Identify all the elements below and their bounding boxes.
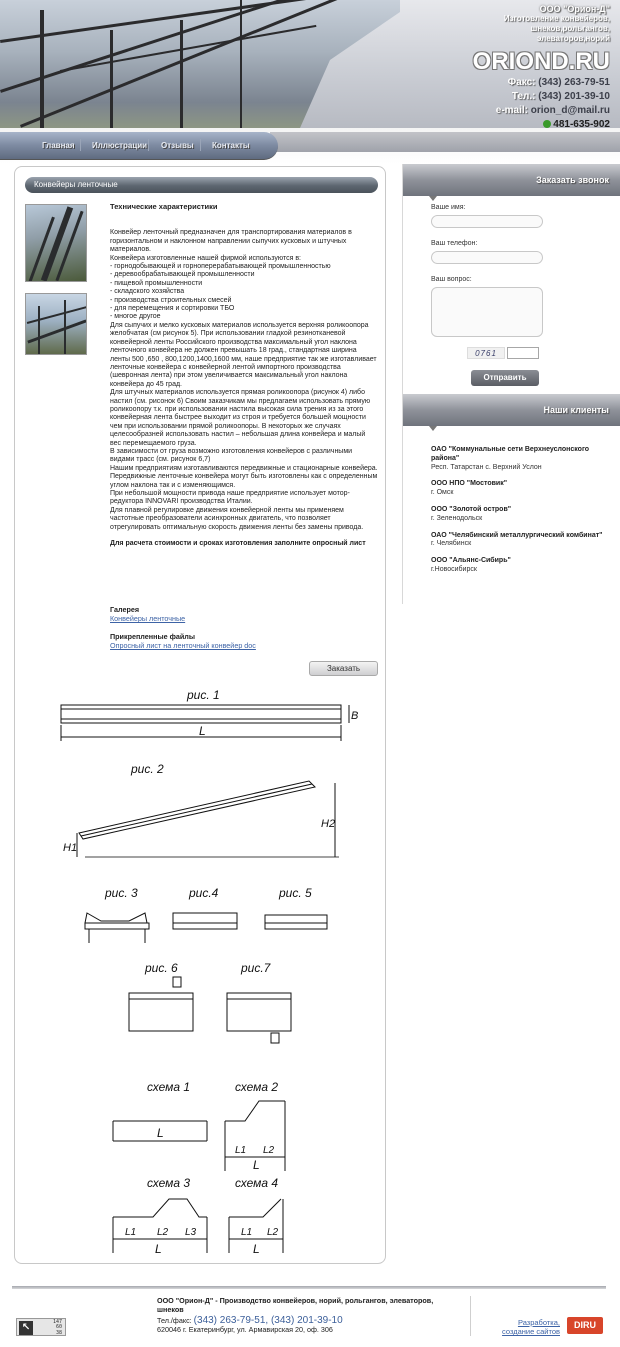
- product-thumbnail[interactable]: [25, 204, 87, 282]
- attachments: [110, 605, 370, 650]
- client-name: ООО "Золотой остров": [431, 505, 512, 513]
- email-address[interactable]: orion_d@mail.ru: [530, 105, 610, 116]
- header-photo: [0, 0, 400, 128]
- send-button[interactable]: Отправить: [471, 370, 539, 386]
- questionnaire-note: Для расчета стоимости и сроках изготовления заполните опросный лист: [110, 540, 366, 548]
- nav-reviews[interactable]: Отзывы: [161, 141, 194, 150]
- desc-list-item: - для перемещения и сортировки ТБО: [110, 305, 235, 313]
- name-label: Ваше имя:: [431, 204, 466, 211]
- scheme2-L: L: [253, 1158, 260, 1172]
- footer-info: [157, 1296, 457, 1334]
- scheme3-path: [113, 1199, 207, 1217]
- footer-address: 620046 г. Екатеринбург, ул. Армавирская 20, оф. 306: [157, 1325, 333, 1334]
- product-thumbnail[interactable]: [25, 293, 87, 355]
- nav-contacts[interactable]: Контакты: [212, 141, 250, 150]
- site-logo[interactable]: ORIOND.RU: [472, 48, 610, 75]
- scheme4-L: L: [253, 1242, 260, 1256]
- desc-paragraph: В зависимости от груза возможно изготовления конвейеров с различными видами трасс (см. рисунок 6,7): [110, 447, 353, 464]
- gallery-label: Галерея: [110, 605, 140, 614]
- scheme2-L2: L2: [263, 1145, 275, 1156]
- header-contacts: [473, 4, 610, 128]
- list-item: [431, 532, 613, 550]
- list-item: [431, 446, 613, 472]
- navbar-rail: [270, 132, 620, 152]
- counter-value: 38: [55, 1329, 62, 1336]
- tel-label: Тел.:: [511, 91, 536, 102]
- scheme4-path: [229, 1199, 281, 1217]
- file-link[interactable]: Опросный лист на ленточный конвейер doc: [110, 641, 256, 650]
- phone-input[interactable]: [431, 251, 543, 264]
- conveyor-drawing: [49, 687, 369, 1257]
- fig5-frame: [265, 923, 327, 929]
- triangle-icon: [429, 196, 437, 201]
- captcha-row: [431, 347, 571, 359]
- fig6-bracket: [173, 977, 181, 987]
- desc-paragraph: Передвижные ленточные конвейера могут быть изготовлены как с определенным углом наклона так и с изменяющимся.: [110, 473, 378, 489]
- icq-line: [473, 118, 610, 128]
- fig1-L: L: [199, 724, 206, 738]
- counter-value: 60: [55, 1324, 62, 1331]
- desc-list-item: - горнодобывающей и горноперерабатывающей промышленностью: [110, 263, 331, 271]
- footer: [0, 1284, 620, 1347]
- fig5-label: рис. 5: [279, 886, 312, 900]
- main-menu: [0, 132, 278, 160]
- fig4-flat-roller: [173, 913, 237, 923]
- captcha-image: 0761: [467, 347, 505, 359]
- fig4-label: рис.4: [189, 886, 219, 900]
- fig3-label: рис. 3: [105, 886, 138, 900]
- scheme1-label: схема 1: [147, 1080, 191, 1094]
- fig3-frame: [85, 923, 149, 929]
- product-description: [110, 203, 378, 548]
- fig4-frame: [173, 923, 237, 929]
- developer-logo[interactable]: DIRU: [567, 1317, 603, 1334]
- desc-list-item: - производства строительных смесей: [110, 296, 232, 304]
- list-item: [431, 557, 613, 575]
- header: [0, 0, 620, 128]
- scheme4-L2: L2: [267, 1227, 279, 1238]
- footer-phone-line: [157, 1316, 457, 1325]
- company-name: ООО "Орион-Д": [539, 4, 610, 14]
- clients-list: [431, 446, 613, 583]
- footer-company: ООО "Орион-Д" - Производство конвейеров, норий, рольгангов, элеваторов, шнеков: [157, 1296, 434, 1314]
- tel-line: [473, 90, 610, 104]
- client-city: г. Челябинск: [431, 540, 472, 548]
- fig6-label: рис. 6: [145, 961, 178, 975]
- sidebar: [402, 164, 620, 604]
- captcha-input[interactable]: [507, 347, 539, 359]
- fig1-B: B: [351, 710, 359, 722]
- triangle-icon: [429, 426, 437, 431]
- tel-number: (343) 201-39-10: [538, 91, 610, 102]
- clients-title: Наши клиенты: [543, 405, 609, 415]
- arrow-icon: ↖: [19, 1321, 33, 1335]
- gallery-link[interactable]: Конвейеры ленточные: [110, 614, 186, 623]
- scheme2-L1: L1: [235, 1145, 247, 1156]
- scheme3-L2: L2: [157, 1227, 169, 1238]
- counter-value: 147: [52, 1319, 62, 1325]
- desc-list-item: - складского хозяйства: [110, 288, 185, 296]
- desc-paragraph: Для плавной регулировке движения конвейерной ленты мы применяем частотные преобразователи асинхронных двигатель, что позволяет отрегулировать оптимальную скорость движения ленты без замены привода.: [110, 506, 364, 531]
- desc-paragraph: Конвейер ленточный предназначен для транспортирования материалов в горизонтальном и наклонном направлении сыпучих кусковых и штучных материалов.: [110, 229, 352, 254]
- list-item: [431, 480, 613, 498]
- developer-link[interactable]: создание сайтов: [502, 1327, 560, 1336]
- client-name: ООО НПО "Мостовик": [431, 480, 508, 488]
- scheme2-path: [225, 1101, 285, 1121]
- client-city: г. Зеленодольск: [431, 514, 483, 522]
- client-name: ОАО "Челябинский металлургический комбинат": [431, 531, 603, 539]
- scheme2-label: схема 2: [235, 1080, 279, 1094]
- navbar: [0, 128, 620, 164]
- email-label: e-mail:: [495, 105, 528, 116]
- footer-divider: [12, 1286, 606, 1289]
- slogan-2: шнеков,рольгангов,: [530, 24, 610, 33]
- icq-icon: [543, 120, 551, 128]
- clients-header: [403, 394, 620, 426]
- spec-heading: Технические характеристики: [110, 202, 218, 211]
- client-name: ООО "Альянс-Сибирь": [431, 557, 511, 565]
- question-textarea[interactable]: [431, 287, 543, 337]
- counter-values: [53, 1320, 62, 1336]
- call-title: Заказать звонок: [536, 175, 609, 185]
- desc-list-item: - пищевой промышленности: [110, 279, 203, 287]
- fax-number: (343) 263-79-51: [538, 77, 610, 88]
- fig7-label: рис.7: [241, 961, 271, 975]
- scheme4-label: схема 4: [235, 1176, 279, 1190]
- slogan-1: Изготовление конвейеров,: [503, 14, 610, 23]
- desc-paragraph: Для штучных материалов используется прямая роликоопора (рисунок 4) либо настил (см. рисонок 6) Своим заказчикам мы предлагаем использовать прямую роликоопору т.к. при использовании настила высокая сила трения из за этого конвейерная лента быстрее выходит из строя и требуется большей мощности чем при использовании прямой роликоопоры. В некоторых же случаях целесообразней использовать настил – небольшая длина конвейера и малый вес перемещаемого груза.: [110, 389, 371, 447]
- visit-counter[interactable]: [16, 1318, 66, 1336]
- fig3-trough-roller: [85, 913, 147, 923]
- fig2-H2: H2: [321, 818, 336, 830]
- footer-phone-label: Тел./факс:: [157, 1316, 192, 1325]
- nav-separator: [148, 139, 149, 151]
- scheme3-L1: L1: [125, 1227, 137, 1238]
- email-line: [473, 104, 610, 118]
- client-city: г.Новосибирск: [431, 565, 477, 573]
- desc-paragraph: Конвейера изготовленные нашей фирмой используются в:: [110, 254, 301, 262]
- desc-paragraph: Для сыпучих и мелко кусковых материалов используется верхняя роликоопора желобчатая (см рисунок 5). При использовании гладкой резинотканевой конвейерной ленты Российского производства максимальный угол наклона ленточного конвейера не должен превышать 18 град., стандартная ширина ленты 500 ,650 , 800,1200,1400,1600 мм, наше предприятие так же изготавливает ленточные конвейера с конвейерной лентой импортного производства (шевронная лента) при этом увеличивается максимальный угол наклона конвейера до 45 град.: [110, 321, 377, 388]
- fax-line: [473, 76, 610, 90]
- desc-paragraph: При небольшой мощности привода наше предприятие использует мотор-редуктора INNOVARI производства Италии.: [110, 490, 350, 506]
- desc-paragraph: Нашим предприятиям изготавливаются передвижные и стационарные конвейера.: [110, 464, 378, 472]
- footer-phones: (343) 263-79-51, (343) 201-39-10: [193, 1315, 343, 1326]
- nav-illustrations[interactable]: Иллюстрации: [92, 141, 148, 150]
- slogan-3: элеваторов,норий: [537, 34, 610, 43]
- fig2-belt-line: [81, 784, 312, 836]
- content-panel: [14, 166, 386, 1264]
- fax-label: Факс:: [507, 77, 536, 88]
- developer-link[interactable]: Разработка,: [517, 1318, 560, 1327]
- name-input[interactable]: [431, 215, 543, 228]
- client-name: ОАО "Коммунальные сети Верхнеуслонского района": [431, 446, 590, 462]
- footer-separator: [470, 1296, 471, 1336]
- question-label: Ваш вопрос:: [431, 276, 472, 283]
- nav-separator: [80, 139, 81, 151]
- fig1-label: рис. 1: [187, 688, 220, 702]
- list-item: [431, 506, 613, 524]
- desc-list-item: - деревообрабатывающей промышленности: [110, 271, 255, 279]
- nav-home[interactable]: Главная: [42, 141, 75, 150]
- phone-label: Ваш телефон:: [431, 240, 478, 247]
- client-city: г. Омск: [431, 489, 454, 497]
- fig5-roller: [265, 915, 327, 923]
- fig2-H1: H1: [63, 842, 78, 854]
- order-button[interactable]: Заказать: [309, 661, 378, 676]
- fig1-belt: [61, 705, 341, 723]
- scheme3-label: схема 3: [147, 1176, 191, 1190]
- client-city: Респ. Татарстан с. Верхний Услон: [431, 463, 542, 471]
- fig7-bracket: [271, 1033, 279, 1043]
- scheme1-L: L: [157, 1126, 164, 1140]
- call-header: [403, 164, 620, 196]
- scheme4-L1: L1: [241, 1227, 253, 1238]
- content-titlebar: [25, 177, 378, 193]
- page-title: Конвейеры ленточные: [34, 180, 118, 189]
- developer-credit: [500, 1318, 560, 1336]
- nav-separator: [200, 139, 201, 151]
- fig2-label: рис. 2: [131, 762, 164, 776]
- files-label: Прикрепленные файлы: [110, 632, 195, 641]
- icq-number: 481-635-902: [553, 119, 610, 128]
- desc-list-item: - многое другое: [110, 313, 161, 321]
- scheme3-L3: L3: [185, 1227, 197, 1238]
- callback-form: [431, 204, 571, 359]
- scheme3-L: L: [155, 1242, 162, 1256]
